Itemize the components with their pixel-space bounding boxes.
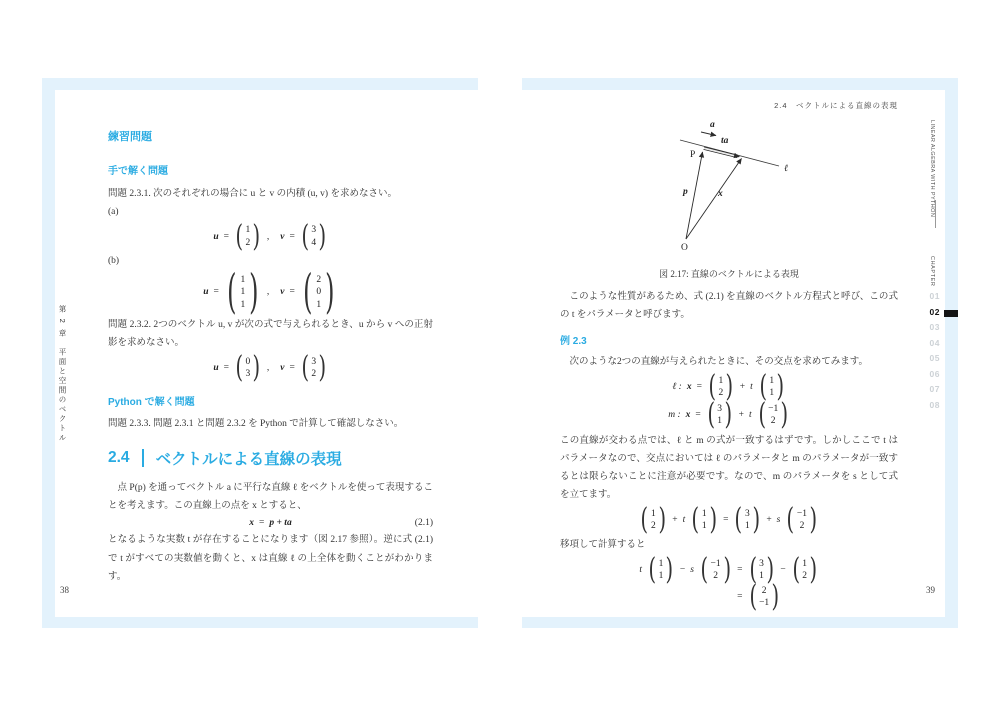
- label-ta: ta: [720, 136, 728, 146]
- column-vector: ( 1 1 ): [759, 369, 785, 405]
- vector-cell: −1: [768, 403, 779, 414]
- math-op: =: [223, 231, 229, 242]
- chapter-number-05: 05: [929, 353, 940, 363]
- equation-231b: [108, 265, 433, 320]
- column-vector: ( 1 1 ): [691, 502, 717, 537]
- vector-cell: 2: [718, 388, 724, 399]
- section-title: ベクトルによる直線の表現: [155, 450, 342, 468]
- chapter-number-08: 08: [929, 399, 940, 410]
- math-expr: p + ta: [269, 518, 292, 529]
- math-var: m :: [668, 410, 681, 421]
- equation-move-rhs2: [737, 579, 818, 615]
- equation-21-row: [108, 518, 433, 528]
- vector-cell: 1: [240, 274, 246, 285]
- column-vector: ( 1 2 ): [640, 502, 666, 537]
- vector-cell: 4: [311, 237, 317, 248]
- chapter-number-02-active: 02: [929, 306, 940, 317]
- section-number: 2.4: [108, 448, 130, 466]
- problem-231-text: 問題 2.3.1. 次のそれぞれの場合に u と v の内積 (u, v) を求めなさい。: [108, 189, 397, 199]
- problem-233-text: 問題 2.3.3. 問題 2.3.1 と問題 2.3.2 を Python で計算して確認しなさい。: [108, 418, 404, 429]
- vector-cell: 2: [316, 274, 322, 285]
- vector-cell: 2: [761, 585, 767, 596]
- vector-cell: 3: [717, 403, 723, 414]
- active-chapter-tab-marker: [944, 310, 958, 317]
- vector-cell: 1: [769, 388, 775, 399]
- chapter-spine-label: 第 2 章 平面と空間のベクトル: [58, 305, 67, 443]
- vector-cell: 2: [245, 237, 251, 248]
- math-var: x: [249, 518, 255, 529]
- vector-cell: 1: [717, 416, 723, 427]
- running-header: 2.4 ベクトルによる直線の表現: [774, 101, 898, 110]
- math-var: s: [690, 565, 694, 576]
- vector-cell: 2: [770, 416, 776, 427]
- vector-cell: 2: [650, 521, 656, 532]
- math-var: t: [682, 515, 686, 526]
- item-a-label: (a): [108, 207, 119, 218]
- chapter-number-07: 07: [929, 384, 940, 394]
- page-number-38: 38: [60, 585, 69, 595]
- equation-21: [108, 518, 433, 528]
- vector-cell: 1: [658, 558, 664, 569]
- math-op: =: [737, 592, 743, 603]
- paragraph-vector-equation: このような性質があるため、式 (2.1) を直線のベクトル方程式と呼び、この式の t をパラメータと呼びます。: [560, 292, 898, 321]
- vector-cell: 3: [759, 558, 764, 569]
- figure-caption: 図 2.17: 直線のベクトルによる表現: [659, 269, 799, 279]
- vector-cell: 1: [769, 375, 775, 386]
- right-page: [522, 90, 945, 617]
- paragraph-two-lines: 次のような2つの直線が与えられたときに、その交点を求めてみます。: [569, 357, 868, 368]
- section-divider-bar: [142, 449, 144, 467]
- label-p: p: [682, 187, 688, 197]
- math-sep: ,: [266, 231, 270, 242]
- section-24-heading: [108, 447, 433, 469]
- math-op: +: [739, 382, 746, 393]
- label-x: x: [717, 189, 723, 199]
- math-sep: ,: [266, 363, 270, 374]
- equation-231a: [108, 219, 433, 254]
- vector-cell: −1: [759, 598, 770, 609]
- chapter-number-03: 03: [929, 322, 940, 332]
- chapter-number-list: [914, 291, 940, 410]
- chapter-label-vertical: CHAPTER: [929, 256, 935, 287]
- vector-cell: 1: [701, 521, 707, 532]
- figure-2-17: [560, 115, 898, 265]
- column-vector: ( −1 2 ): [700, 552, 731, 588]
- vector-cell: −1: [710, 558, 721, 569]
- math-op: =: [723, 515, 729, 526]
- vector-cell: 1: [759, 571, 764, 582]
- exercises-heading: 練習問題: [108, 131, 152, 143]
- math-sep: ,: [266, 287, 270, 298]
- vector-cell: 1: [650, 508, 656, 519]
- vector-cell: 1: [240, 299, 246, 310]
- hand-problems-heading: 手で解く問題: [108, 166, 168, 177]
- vector-a-arrow: [701, 132, 716, 136]
- chapter-number-01: 01: [929, 291, 940, 301]
- column-vector: ( 3 2 ): [301, 350, 327, 385]
- column-vector: ( 1 1 ): [648, 552, 674, 588]
- paragraph-line-intro: 点 P(p) を通ってベクトル a に平行な直線 ℓ をベクトルを使って表現することを考えます。この直線上の点を x とすると、: [108, 482, 433, 512]
- math-var: s: [776, 515, 781, 526]
- paragraph-intersection: この直線が交わる点では、ℓ と m の式が一致するはずです。しかしここで t はパラメータなので、交点においては ℓ のパラメータと m のパラメータが一致するとは限らないことに注意が必要です。なので、m のパラメータを s として式を立てます。: [560, 435, 898, 501]
- column-vector: ( 3 1 ): [749, 552, 774, 588]
- column-vector: ( 0 3 ): [235, 350, 261, 385]
- column-vector: ( 1 1 1 ): [226, 265, 259, 320]
- equation-232: [108, 350, 433, 385]
- label-P: P: [689, 150, 695, 160]
- item-b-label: (b): [108, 256, 120, 267]
- equation-line-m: [560, 397, 898, 433]
- vector-cell: 3: [245, 369, 251, 380]
- vector-cell: 1: [658, 571, 664, 582]
- paragraph-rearrange: 移項して計算すると: [560, 539, 646, 550]
- column-vector: ( 3 1 ): [734, 502, 760, 537]
- vector-cell: 1: [718, 375, 724, 386]
- vector-cell: 2: [311, 369, 317, 380]
- vector-cell: 1: [701, 508, 707, 519]
- math-op: +: [766, 515, 772, 526]
- math-op: −: [679, 565, 686, 576]
- vector-line-diagram: [642, 115, 817, 260]
- chapter-number-06: 06: [929, 368, 940, 379]
- math-op: =: [289, 363, 295, 374]
- column-vector: ( −1 2 ): [786, 502, 818, 537]
- equation-line-l: [560, 369, 898, 405]
- math-var: t: [639, 565, 643, 576]
- math-op: −: [780, 565, 786, 576]
- math-var: t: [748, 410, 752, 421]
- math-op: =: [213, 287, 219, 298]
- vector-ta-arrowhead: [704, 148, 740, 157]
- math-op: +: [738, 410, 744, 421]
- equation-move-lhs: [639, 552, 732, 588]
- right-page-content: [560, 100, 898, 615]
- label-ell: ℓ: [783, 164, 788, 174]
- column-vector: ( 2 0 1 ): [302, 265, 335, 320]
- math-op: =: [737, 565, 743, 576]
- math-var: v: [280, 231, 285, 242]
- chapter-number-04: 04: [929, 337, 940, 348]
- vector-cell: 0: [245, 356, 251, 367]
- aligned-equations: [560, 552, 898, 615]
- paragraph-line-outro: となるような実数 t が存在することになります（図 2.17 参照）。逆に式 (2.1) で t がすべての実数値を動くと、x は直線 ℓ の上全体を動くことがわかります。: [108, 535, 433, 582]
- math-op: =: [259, 518, 265, 529]
- math-op: =: [696, 382, 702, 393]
- vector-p-arrow: [686, 152, 703, 239]
- math-var: v: [280, 287, 285, 298]
- left-page: [55, 90, 478, 617]
- left-page-content: [108, 128, 433, 586]
- vector-cell: 3: [745, 508, 750, 519]
- column-vector: ( −1 2 ): [758, 397, 789, 433]
- math-var: ℓ :: [672, 382, 682, 393]
- vector-cell: 3: [311, 225, 317, 236]
- column-vector: ( 1 2 ): [235, 219, 261, 254]
- math-op: =: [289, 287, 295, 298]
- vector-cell: 2: [799, 521, 805, 532]
- example-23-heading: 例 2.3: [560, 336, 587, 348]
- vector-cell: 1: [316, 299, 322, 310]
- column-vector: ( 3 1 ): [707, 397, 733, 433]
- sidebar-divider: [935, 200, 936, 228]
- vector-cell: 1: [802, 558, 808, 569]
- label-a: a: [709, 120, 715, 130]
- math-var: v: [280, 363, 285, 374]
- vector-cell: 0: [316, 287, 322, 298]
- math-op: +: [672, 515, 678, 526]
- math-var: t: [750, 382, 753, 393]
- label-O: O: [680, 243, 688, 253]
- column-vector: ( 1 2 ): [708, 369, 734, 405]
- vector-cell: 2: [713, 571, 718, 582]
- math-op: =: [223, 363, 229, 374]
- vector-cell: 1: [245, 225, 251, 236]
- column-vector: ( 3 4 ): [301, 219, 327, 254]
- vector-cell: −1: [796, 508, 808, 519]
- math-var: x: [685, 410, 691, 421]
- vector-x-arrow: [686, 159, 742, 240]
- equation-number-tag: (2.1): [414, 518, 433, 529]
- math-var: u: [213, 231, 219, 242]
- vector-cell: 1: [745, 521, 750, 532]
- math-op: =: [695, 410, 701, 421]
- equation-system: [560, 502, 898, 537]
- page-number-39: 39: [926, 585, 935, 595]
- math-var: u: [213, 363, 219, 374]
- column-vector: ( 2 −1 ): [749, 579, 780, 615]
- python-problems-heading: Python で解く問題: [108, 396, 195, 408]
- column-vector: ( 1 2 ): [792, 552, 818, 588]
- math-var: x: [686, 382, 692, 393]
- equation-move-lhs-empty: [639, 585, 732, 610]
- vector-cell: 3: [311, 356, 317, 367]
- problem-232-text: 問題 2.3.2. 2つのベクトル u, v が次の式で与えられるとき、u から v への正射影を求めなさい。: [108, 320, 433, 349]
- math-var: u: [203, 287, 209, 298]
- book-title-vertical: LINEAR ALGEBRA WITH PYTHON: [929, 120, 935, 218]
- vector-cell: 1: [240, 287, 246, 298]
- vector-cell: 2: [802, 571, 808, 582]
- math-op: =: [289, 231, 295, 242]
